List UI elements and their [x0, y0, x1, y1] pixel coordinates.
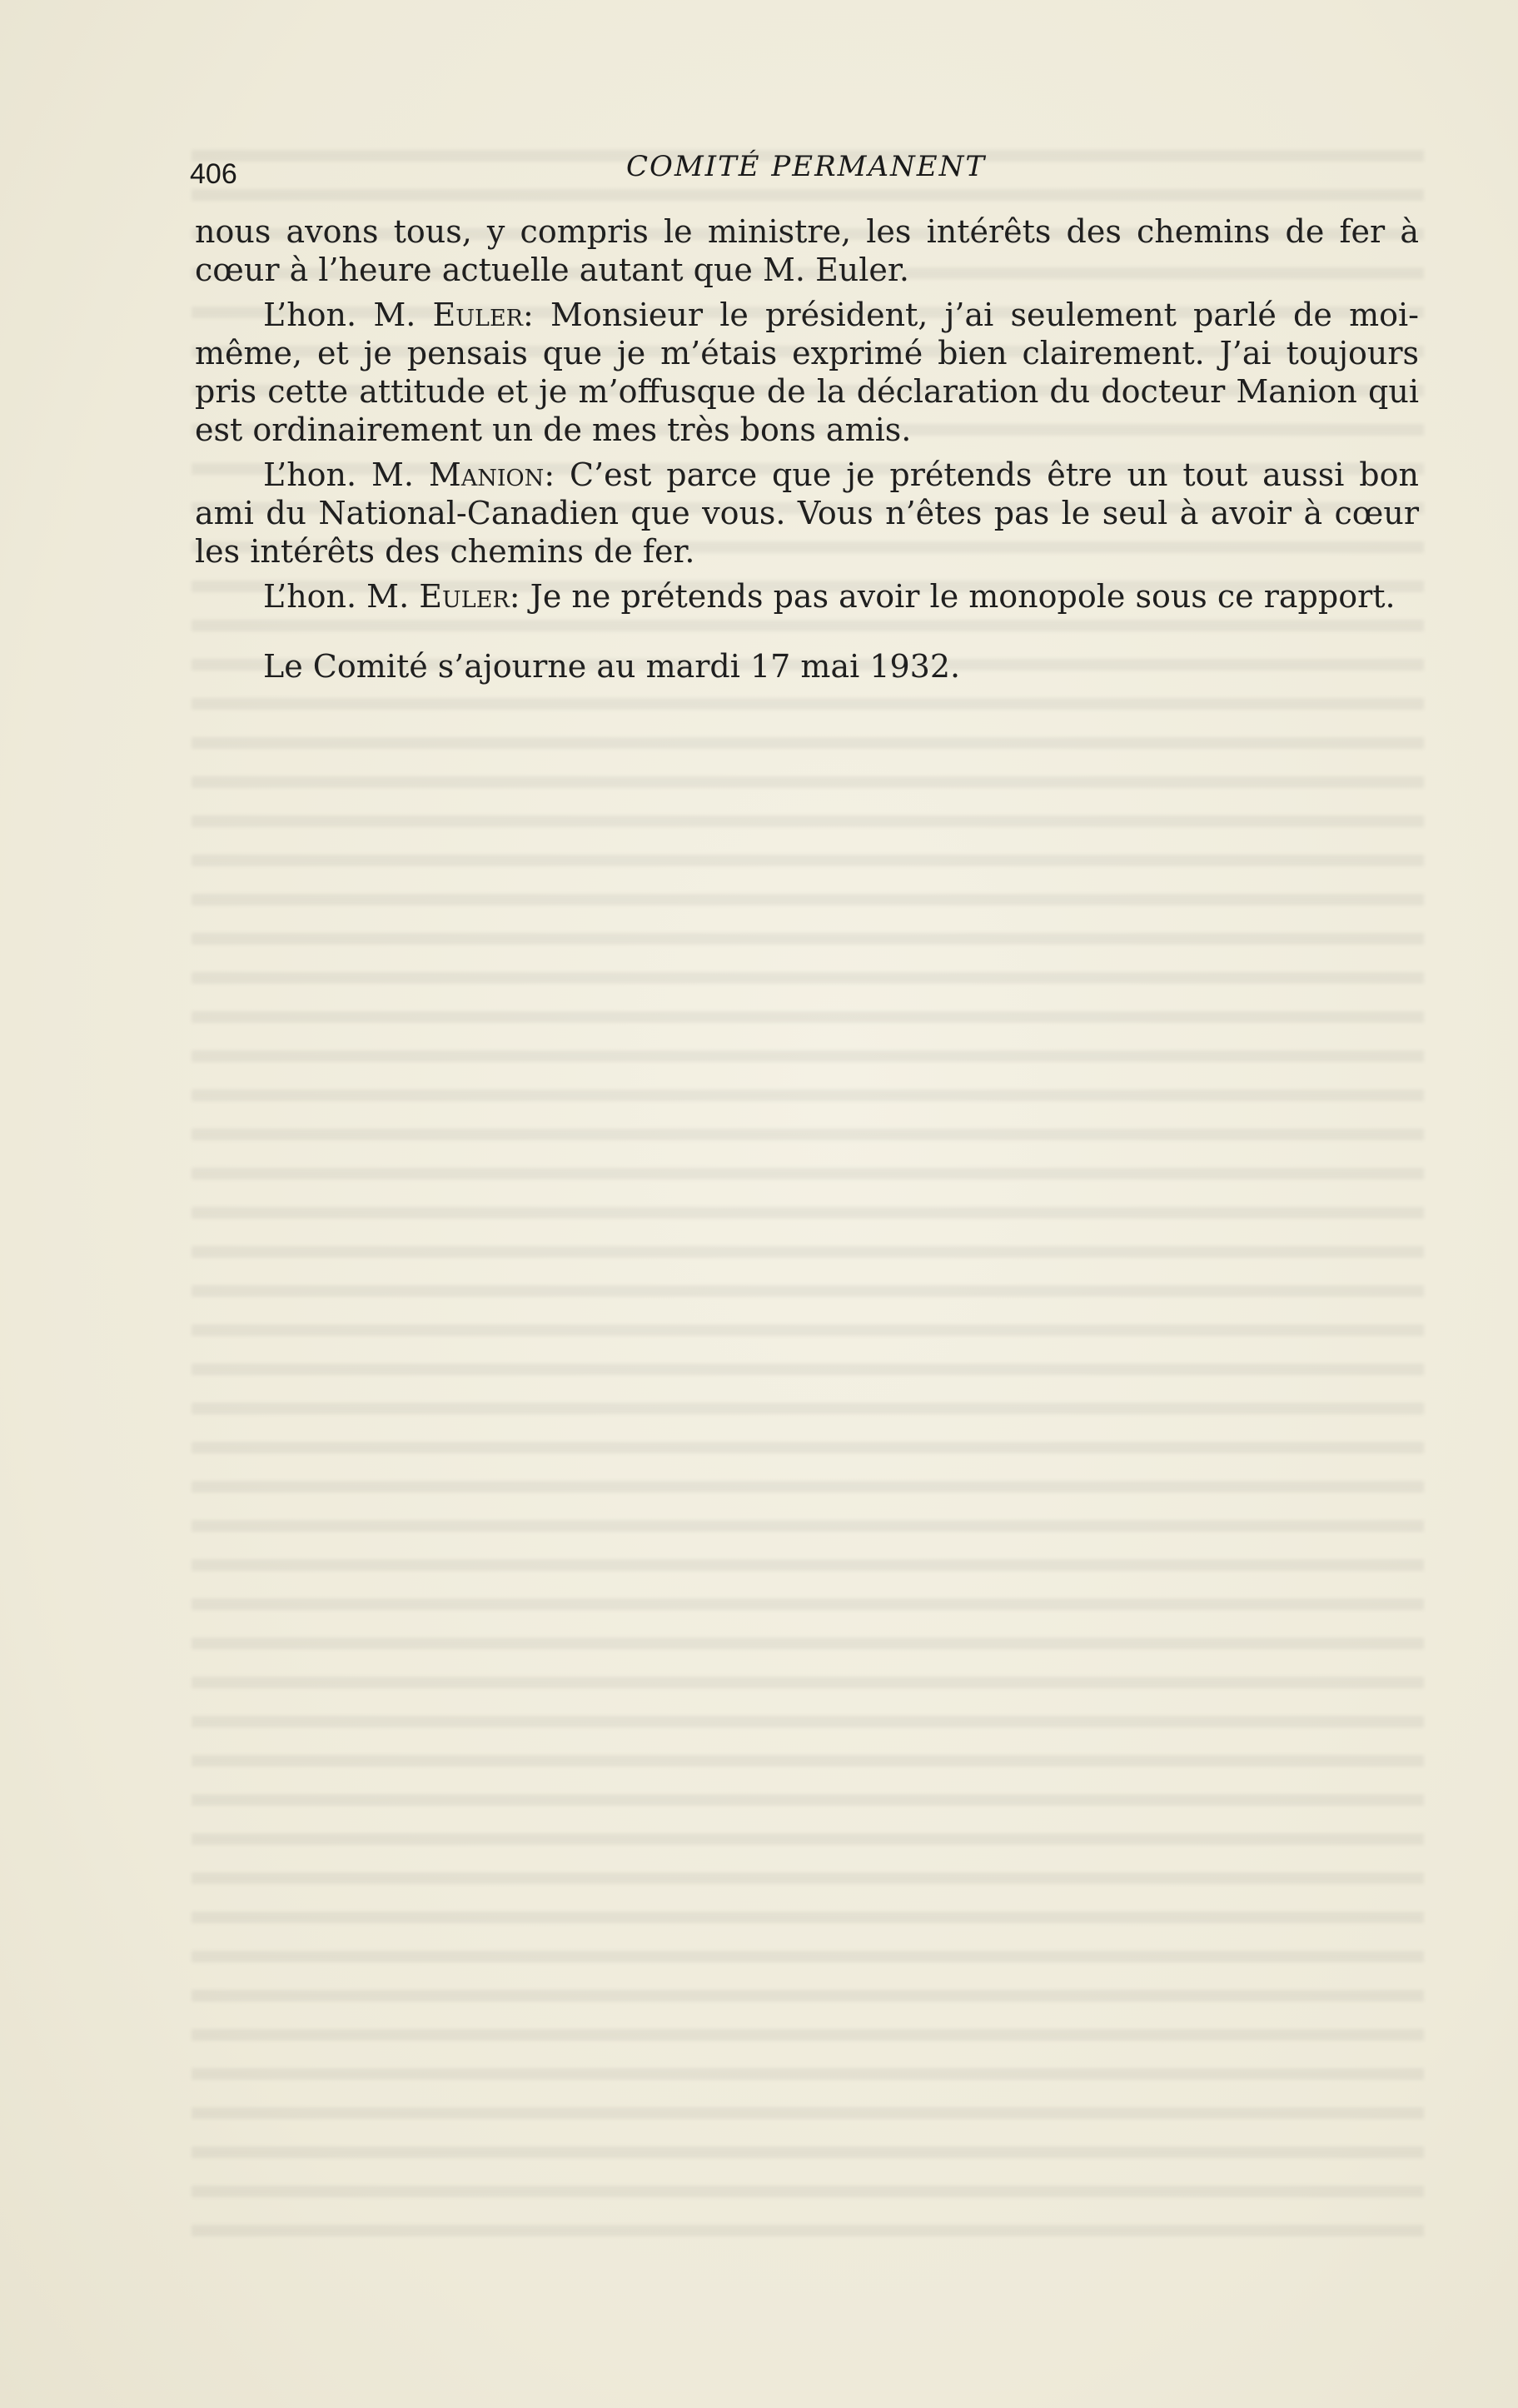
- body-text: [195, 212, 1419, 692]
- speech-text: : Monsieur le président, j’ai seulement parlé de moi-même, et je pensais que je m’étais exprimé bien clairement. J’ai toujours pris cette attitude et je m’offusque de la déclaration du docteur Manion qui est ordinairement un de mes très bons amis.: [195, 297, 1419, 448]
- adjournment-text: Le Comité s’ajourne au mardi 17 mai 1932.: [263, 648, 961, 685]
- speaker-prefix: L’hon. M.: [263, 297, 416, 333]
- paragraph-text: nous avons tous, y compris le ministre, les intérêts des chemins de fer à cœur à l’heure actuelle autant que M. Euler.: [195, 213, 1419, 288]
- paragraph-continuation: [195, 212, 1419, 289]
- paragraph-speech: [195, 456, 1419, 571]
- paragraph-speech: [195, 577, 1419, 616]
- speech-text: : Je ne prétends pas avoir le monopole sous ce rapport.: [509, 578, 1396, 615]
- adjournment-notice: [195, 647, 1419, 686]
- running-title: COMITÉ PERMANENT: [625, 150, 987, 183]
- speaker-prefix: L’hon. M.: [263, 456, 414, 493]
- speaker-prefix: L’hon. M.: [263, 578, 410, 615]
- page-header: [190, 150, 1422, 200]
- speaker-name: Manion: [428, 456, 545, 493]
- page-number: 406: [190, 158, 237, 190]
- paragraph-speech: [195, 296, 1419, 449]
- speaker-name: Euler: [419, 578, 510, 615]
- speech-text: : C’est parce que je prétends être un tout aussi bon ami du National-Canadien que vous. Vous n’êtes pas le seul à avoir à cœur les intérêts des chemins de fer.: [195, 456, 1419, 570]
- speaker-name: Euler: [432, 297, 523, 333]
